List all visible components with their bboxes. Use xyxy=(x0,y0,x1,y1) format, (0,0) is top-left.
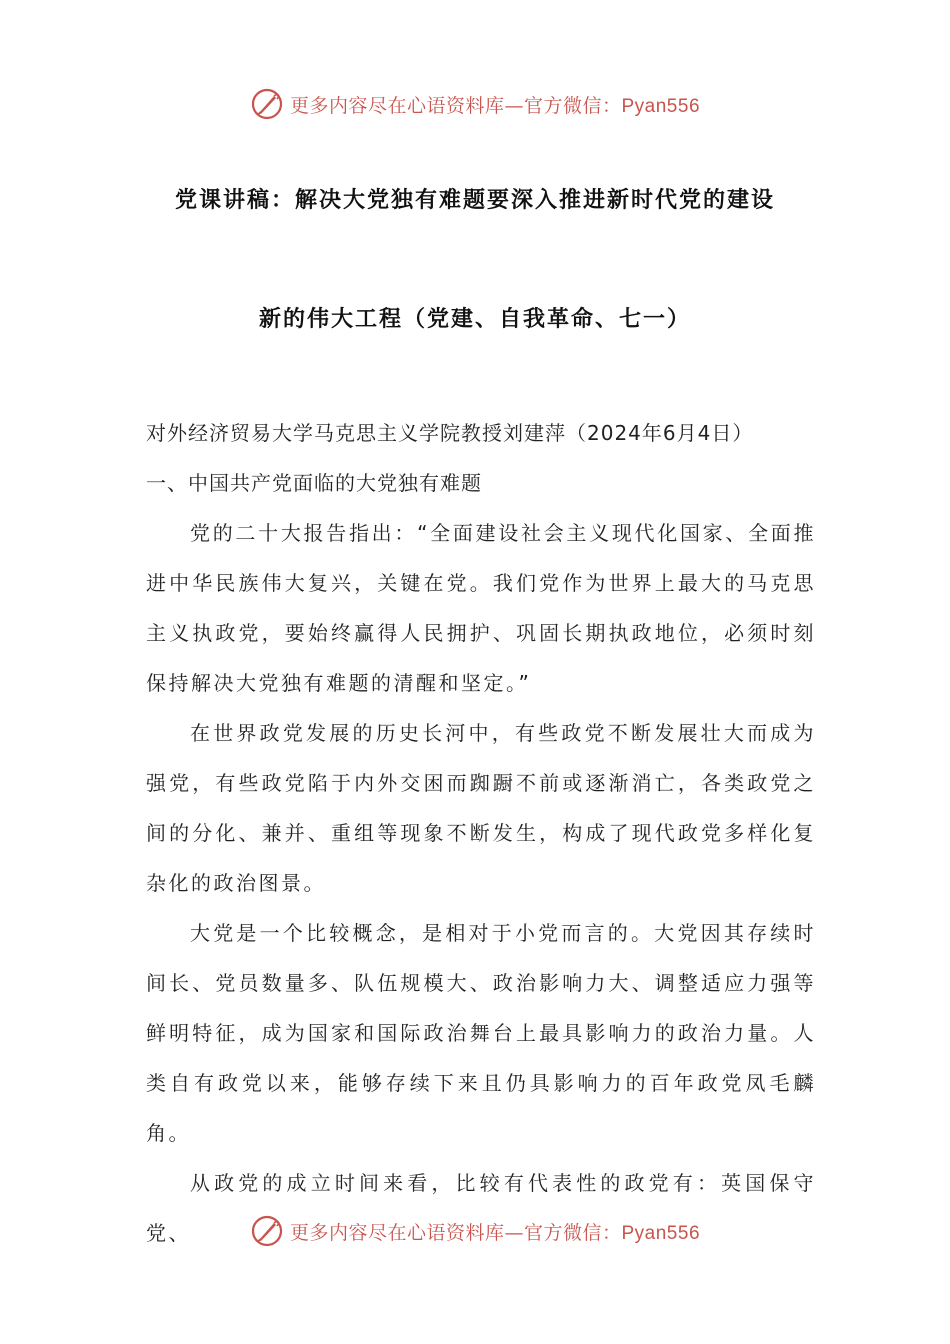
paragraph-2: 在世界政党发展的历史长河中，有些政党不断发展壮大而成为强党，有些政党陷于内外交困而踟蹰不前或逐渐消亡，各类政党之间的分化、兼并、重组等现象不断发生，构成了现代政党多样化复杂化的政治图景。 xyxy=(146,721,816,895)
watermark-wechat-id: Pyan556 xyxy=(621,95,701,117)
body-paragraphs xyxy=(146,508,816,1258)
document-title-line-1: 党课讲稿：解决大党独有难题要深入推进新时代党的建设 xyxy=(174,188,775,213)
quill-pen-logo-icon xyxy=(250,87,284,121)
paragraph-3: 大党是一个比较概念，是相对于小党而言的。大党因其存续时间长、党员数量多、队伍规模大、政治影响力大、调整适应力强等鲜明特征，成为国家和国际政治舞台上最具影响力的政治力量。人类自有政党以来，能够存续下来且仍具影响力的百年政党凤毛麟角。 xyxy=(146,921,816,1145)
author-line: 对外经济贸易大学马克思主义学院教授刘建萍（2024年6月4日） xyxy=(146,421,754,445)
paragraph-4: 从政党的成立时间来看，比较有代表性的政党有：英国保守党、 xyxy=(146,1171,816,1245)
watermark-banner-top xyxy=(0,84,950,124)
watermark-banner-bottom xyxy=(0,1211,950,1251)
paragraph-1: 党的二十大报告指出：“全面建设社会主义现代化国家、全面推进中华民族伟大复兴，关键在党。我们党作为世界上最大的马克思主义执政党，要始终赢得人民拥护、巩固长期执政地位，必须时刻保持解决大党独有难题的清醒和坚定。” xyxy=(146,521,816,695)
watermark-text: 更多内容尽在心语资料库—官方微信： xyxy=(289,1221,622,1244)
section-heading: 一、中国共产党面临的大党独有难题 xyxy=(146,471,482,495)
watermark-text: 更多内容尽在心语资料库—官方微信： xyxy=(289,94,622,117)
watermark-wechat-id: Pyan556 xyxy=(621,1222,701,1244)
document-title-line-2: 新的伟大工程（党建、自我革命、七一） xyxy=(258,307,691,332)
quill-pen-logo-icon xyxy=(250,1214,284,1248)
